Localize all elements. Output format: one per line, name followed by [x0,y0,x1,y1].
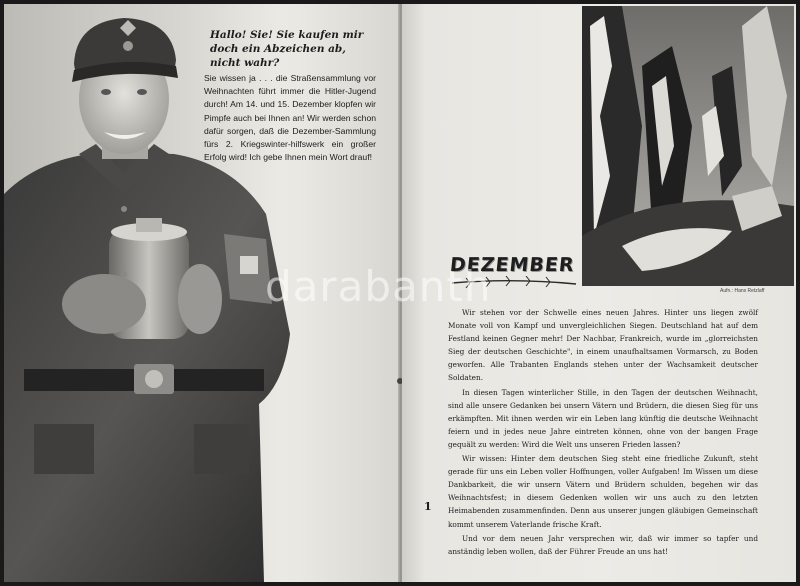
watermark-text: darabanth [265,262,492,311]
paragraph-2: In diesen Tagen winterlicher Stille, in den Tagen der deutschen Weihnacht, sind alle unsere Gedanken bei unsern Vätern und Brüdern, die diesen Sieg für uns erkämpften. Mit ihnen werden wir ein Leben lang künftig die deutsche Weihnacht feiern und in jedes neue Jahre eintreten können, ohne von der bangen Frage gequält zu werden: Wird die Welt uns unseren Frieden lassen? [448,387,758,449]
fir-branch-icon [450,276,578,290]
photo-credit: Aufn.: Hans Retzlaff [720,288,765,294]
caption-body: Sie wissen ja . . . die Straßensammlung vor Weihnachten führt immer die Hitler-Jugend durch! Am 14. und 15. Dezember klopfen wir Pimpfe auch bei Ihnen an! Wir werden schon dafür sorgen, daß die Dezember-Sammlung fürs 2. Kriegswinter-hilfswerk ein großer Erfolg wird! Ich gebe Ihnen mein Wort drauf! [204,73,376,163]
paragraph-1: Wir stehen vor der Schwelle eines neuen Jahres. Hinter uns liegen zwölf Monate voll von Kampf und unvergleichlichen Siegen. Deutschland hat auf dem Festland keinen Gegner mehr! Der Nachbar, Frankreich, wurde im „glorreichsten Sieg der deutschen Geschichte", in einem unaufhaltsamen Vormarsch, zu Boden geworfen. Alle Trabanten Englands stehen unter der Wachsamkeit deutscher Soldaten. [448,308,758,383]
paragraph-3: Wir wissen: Hinter dem deutschen Sieg steht eine friedliche Zukunft, steht gerade für uns ein Leben voller Hoffnungen, voller Aufgaben! Im Wissen um diese Dankbarkeit, die wir unsern Vätern und Brüdern schulden, begehen wir das Weihnachtsfest; in diesem Gedenken wollen wir uns auch zu den letzten Heimabenden zusammenfinden. Denn aus unserer jungen gläubigen Gemeinschaft kommt unserem Vaterlande frische Kraft. [448,454,758,529]
right-page [402,4,796,582]
collection-appeal-caption [204,28,376,164]
caption-heading: Hallo! Sie! Sie kaufen mir doch ein Abzeichen ab, nicht wahr? [210,29,364,69]
page-number: 1 [424,500,432,513]
left-page [4,4,400,582]
month-title-text: DEZEMBER [448,254,576,276]
snowy-forest-photo [582,6,794,286]
article-text [448,306,758,559]
paragraph-4: Und vor dem neuen Jahr versprechen wir, daß wir immer so tapfer und anständig leben wollen, daß der Führer Freude an uns hat! [448,533,758,556]
month-title [450,254,578,290]
